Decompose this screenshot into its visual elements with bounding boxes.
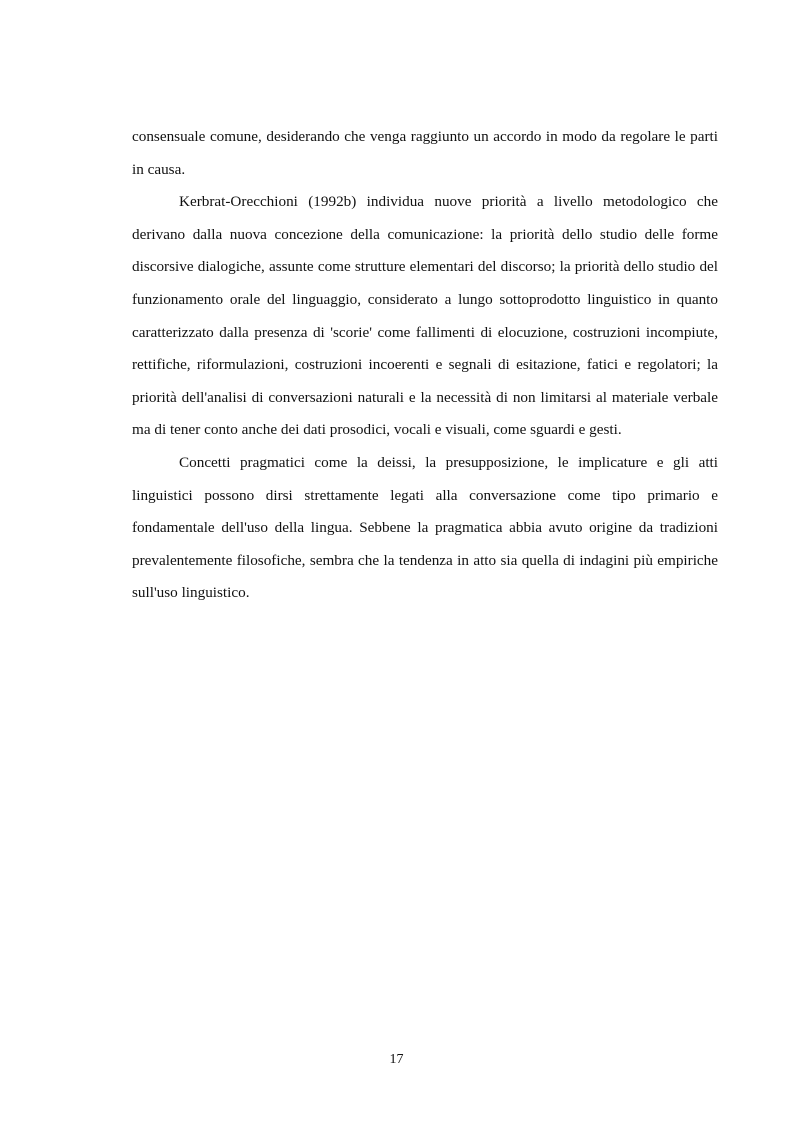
paragraph-continuation: consensuale comune, desiderando che venga raggiunto un accordo in modo da regolare le parti in causa. xyxy=(132,128,718,178)
page-number: 17 xyxy=(389,1052,404,1067)
paragraph-kerbrat-orecchioni: Kerbrat-Orecchioni (1992b) individua nuove priorità a livello metodologico che derivano dalla nuova concezione della comunicazione: la priorità dello studio delle forme discorsive dialogiche, assunte come strutture elementari del discorso; la priorità dello studio del funzionamento orale del linguaggio, considerato a lungo sottoprodotto linguistico in quanto caratterizzato dalla presenza di 'scorie' come fallimenti di elocuzione, costruzioni incompiute, rettifiche, riformulazioni, costruzioni incoerenti e segnali di esitazione, fatici e regolatori; la priorità dell'analisi di conversazioni naturali e la necessità di non limitarsi al materiale verbale ma di tener conto anche dei dati prosodici, vocali e visuali, come sguardi e gesti. xyxy=(132,193,718,439)
paragraph-pragmatic-concepts: Concetti pragmatici come la deissi, la presupposizione, le implicature e gli atti linguistici possono dirsi strettamente legati alla conversazione come tipo primario e fondamentale dell'uso della lingua. Sebbene la pragmatica abbia avuto origine da tradizioni prevalentemente filosofiche, sembra che la tendenza in atto sia quella di indagini più empiriche sull'uso linguistico. xyxy=(132,453,718,602)
body-text xyxy=(132,121,718,610)
